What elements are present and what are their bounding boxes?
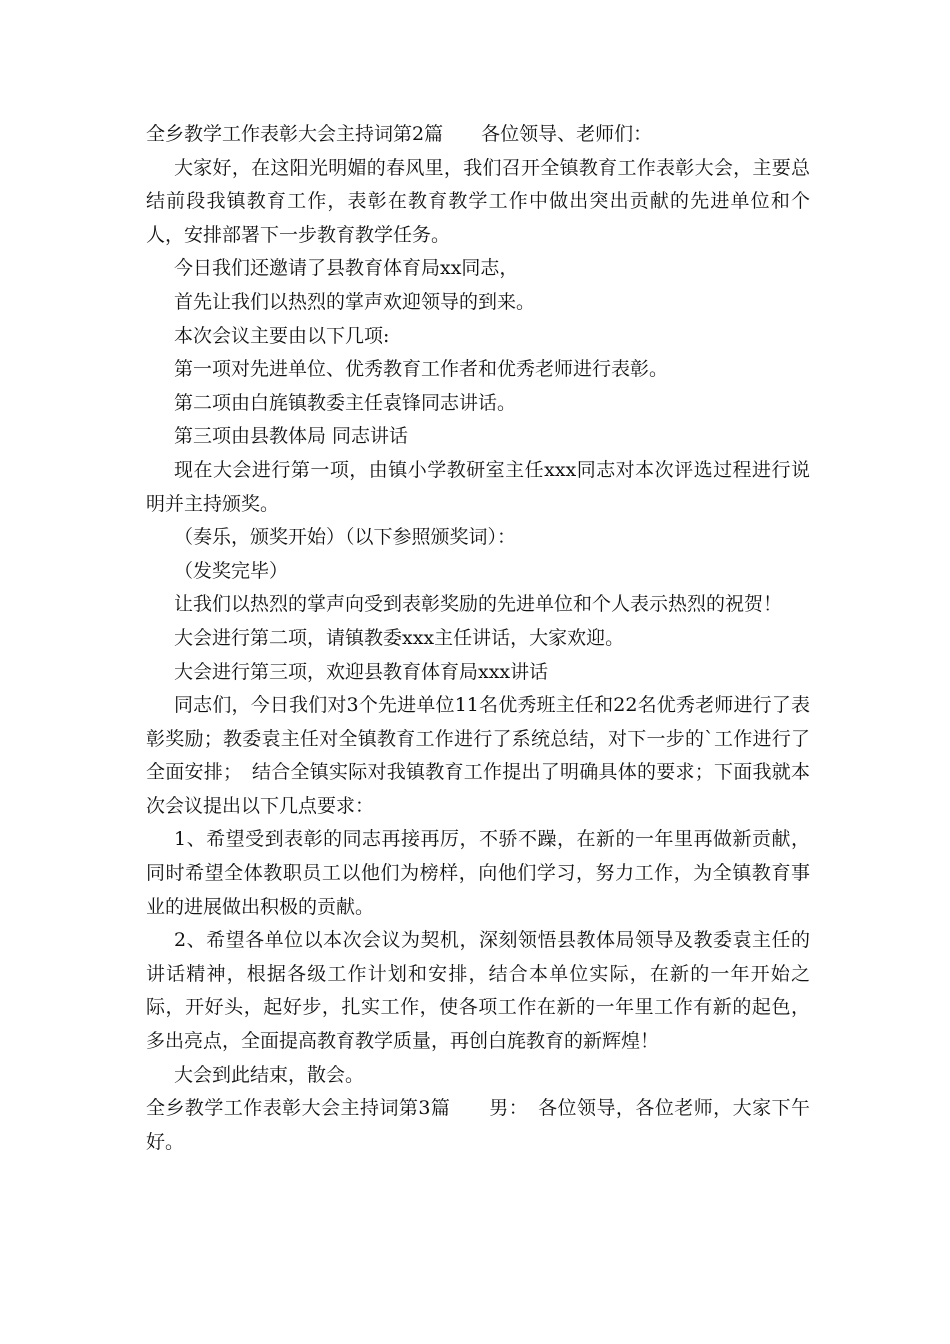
paragraph: 同志们，今日我们对3个先进单位11名优秀班主任和22名优秀老师进行了表彰奖励；教委袁主任对全镇教育工作进行了系统总结，对下一步的`工作进行了全面安排； 结合全镇实际对我镇教育工作提出了明确具体的要求；下面我就本次会议提出以下几点要求： <box>146 694 810 817</box>
paragraph: 大会进行第二项，请镇教委xxx主任讲话，大家欢迎。 <box>174 626 625 649</box>
paragraph: 今日我们还邀请了县教育体育局xx同志， <box>174 257 519 280</box>
agenda-item: 第二项由白旄镇教委主任袁锋同志讲话。 <box>174 391 517 414</box>
agenda-item: 第一项对先进单位、优秀教育工作者和优秀老师进行表彰。 <box>174 358 669 381</box>
paragraph: 现在大会进行第一项，由镇小学教研室主任xxx同志对本次评选过程进行说明并主持颁奖。 <box>146 458 810 515</box>
paragraph: 让我们以热烈的掌声向受到表彰奖励的先进单位和个人表示热烈的祝贺！ <box>174 593 783 616</box>
paragraph: 首先让我们以热烈的掌声欢迎领导的到来。 <box>174 290 536 313</box>
paragraph: 本次会议主要由以下几项: <box>174 324 390 347</box>
requirement-item: 2、希望各单位以本次会议为契机，深刻领悟县教体局领导及教委袁主任的讲话精神，根据各级工作计划和安排，结合本单位实际，在新的一年开始之际，开好头，起好步，扎实工作，使各项工作在新的一年里工作有新的起色，多出亮点，全面提高教育教学质量，再创白旄教育的新辉煌！ <box>146 929 810 1053</box>
requirement-item: 1、希望受到表彰的同志再接再厉，不骄不躁，在新的一年里再做新贡献，同时希望全体教职员工以他们为榜样，向他们学习，努力工作，为全镇教育事业的进展做出积极的贡献。 <box>146 828 810 918</box>
document-body <box>146 118 810 1159</box>
section-heading-2: 全乡教学工作表彰大会主持词第2篇 各位领导、老师们： <box>146 123 653 145</box>
stage-direction: （奏乐，颁奖开始）（以下参照颁奖词）： <box>174 526 517 549</box>
stage-direction: （发奖完毕） <box>174 559 289 582</box>
section-heading-3: 全乡教学工作表彰大会主持词第3篇 男： 各位领导，各位老师，大家下午好。 <box>146 1097 810 1153</box>
paragraph: 大会进行第三项，欢迎县教育体育局xxx讲话 <box>174 660 549 683</box>
paragraph: 大会到此结束，散会。 <box>174 1063 365 1086</box>
agenda-item: 第三项由县教体局 同志讲话 <box>174 425 409 448</box>
paragraph: 大家好，在这阳光明媚的春风里，我们召开全镇教育工作表彰大会，主要总结前段我镇教育工作，表彰在教育教学工作中做出突出贡献的先进单位和个人，安排部署下一步教育教学任务。 <box>146 156 810 246</box>
